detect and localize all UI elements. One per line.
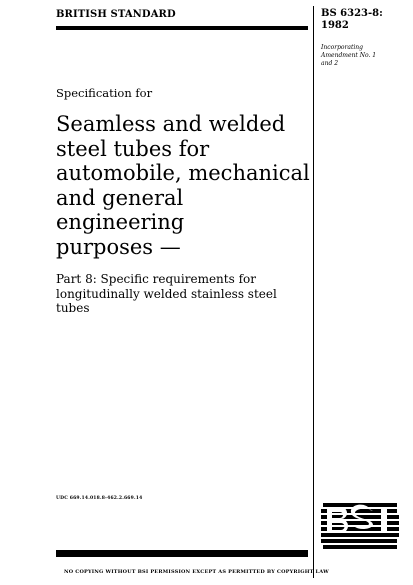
part-line: Part 8: Specific requirements for [56,272,256,286]
vertical-divider [313,6,314,578]
title-line: engineering [56,210,185,234]
copyright-notice: NO COPYING WITHOUT BSI PERMISSION EXCEPT AS PERMITTED BY COPYRIGHT LAW [64,569,329,575]
footer-rule [56,550,308,557]
part-line: tubes [56,301,90,315]
udc-code: UDC 669.14.018.8-462.2.669.14 [56,496,143,501]
title-line: Seamless and welded [56,112,286,136]
part-line: longitudinally welded stainless steel [56,286,277,301]
standard-number-year: 1982 [321,20,349,31]
title-line: steel tubes for [56,136,210,161]
amendment-line: Amendment No. 1 [321,52,377,59]
header-rule [56,26,308,30]
document-title [56,112,310,259]
amendment-line: Incorporating [321,44,364,51]
publisher-name: BRITISH STANDARD [56,9,176,20]
title-line: automobile, mechanical [56,161,310,185]
amendment-note [321,44,391,68]
standard-number [321,8,383,32]
amendment-line: and 2 [321,60,339,67]
bsi-logo [321,503,401,553]
part-subtitle [56,272,306,316]
spec-for-label: Specification for [56,86,153,100]
standard-number-line: BS 6323-8: [321,8,383,19]
title-line: purposes — [56,234,181,259]
title-line: and general [56,185,184,210]
